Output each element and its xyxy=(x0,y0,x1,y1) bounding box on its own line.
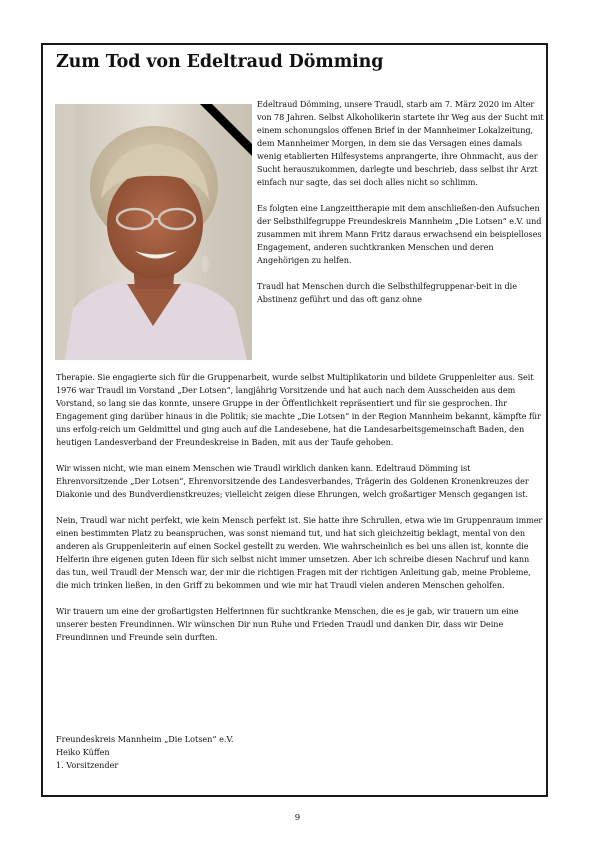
signature-name: Heiko Küffen xyxy=(56,747,110,757)
intro-column xyxy=(257,98,547,319)
body-text xyxy=(56,371,543,657)
body-paragraph-4: Wir trauern um eine der großartigsten Helferinnen für suchtkranke Menschen, die es je gab, wir trauern um eine unserer besten Freundinnen. Wir wünschen Dir nun Ruhe und Frieden Traudl und danken Dir, dass wir Deine Freundinnen und Freunde sein durften. xyxy=(56,606,519,642)
intro-paragraph-2: Es folgten eine Langzeittherapie mit dem anschließen-den Aufsuchen der Selbsthilfegruppe Freundeskreis Mannheim „Die Lotsen“ e.V. und zusammen mit ihrem Mann Fritz daraus erwachsend ein beispielloses Engagement, anderen suchtkranken Menschen und deren Angehörigen zu helfen. xyxy=(257,203,542,265)
article-title: Zum Tod von Edeltraud Dömming xyxy=(56,52,384,72)
body-paragraph-2: Wir wissen nicht, wie man einem Menschen wie Traudl wirklich danken kann. Edeltraud Dömming ist Ehrenvorsitzende „Der Lotsen“, Ehrenvorsitzende des Landesverbandes, Trägerin des Goldenen Kronenkreuzes der Diakonie und des Bundverdienstkreuzes; vielleicht zeigen diese Ehrungen, welch großartiger Mensch gegangen ist. xyxy=(56,463,529,499)
body-paragraph-1: Therapie. Sie engagierte sich für die Gruppenarbeit, wurde selbst Multiplikatorin und bildete Gruppenleiter aus. Seit 1976 war Traudl im Vorstand „Der Lotsen“, langjährig Vorsitzende und hat auch nach dem Ausscheiden aus dem Vorstand, so lang sie das konnte, unsere Gruppe in der Öffentlichkeit repräsentiert und für sie gesprochen. Ihr Engagement ging darüber hinaus in die Politik; sie machte „Die Lotsen“ in der Region Mannheim bekannt, kämpfte für uns erfolg-reich um Geldmittel und ging auch auf die Landesebene, hat die Landesarbeitsgemeinschaft Baden, den heutigen Landesverband der Freundeskreise in Baden, mit aus der Taufe gehoben. xyxy=(56,372,541,447)
mourning-ribbon xyxy=(200,104,252,156)
wrap-paragraph-start: Traudl hat Menschen durch die Selbsthilfegruppenar-beit in die Abstinenz geführt und das oft ganz ohne xyxy=(257,281,517,304)
page-number: 9 xyxy=(294,813,301,823)
signature-role: 1. Vorsitzender xyxy=(56,760,119,770)
signature-block xyxy=(56,733,356,772)
intro-paragraph-1: Edeltraud Dömming, unsere Traudl, starb am 7. März 2020 im Alter von 78 Jahren. Selbst Alkoholikerin startete ihr Weg aus der Sucht mit einem schonungslos offenen Brief in der Mannheimer Lokalzeitung, dem Mannheimer Morgen, in dem sie das Versagen eines damals wenig etablierten Hilfesystems anprangerte, ihre Ohnmacht, aus der Sucht herauszukommen, darlegte und beschrieb, dass selbst ihr Arzt einfach nur sagte, das sei doch alles nicht so schlimm. xyxy=(257,99,544,187)
body-paragraph-3: Nein, Traudl war nicht perfekt, wie kein Mensch perfekt ist. Sie hatte ihre Schrullen, etwa wie im Gruppenraum immer einen bestimmten Platz zu beanspruchen, was sonst niemand tut, und hat sich gleichzeitig beklagt, mental von den anderen als Gruppenleiterin auf einen Sockel gestellt zu werden. Wie wahrscheinlich es bei uns allen ist, konnte die Helferin ihre eigenen guten Ideen für sich selbst nicht immer umsetzen. Aber ich schreibe diesen Nachruf und kann das tun, weil Traudl der Mensch war, der mir die richtigen Fragen mit der richtigen Anleitung gab, meine Probleme, die mich trinken ließen, in den Griff zu bekommen und wie mir hat Traudl vielen anderen Menschen geholfen. xyxy=(56,515,543,590)
signature-organization: Freundeskreis Mannheim „Die Lotsen“ e.V. xyxy=(56,734,234,744)
